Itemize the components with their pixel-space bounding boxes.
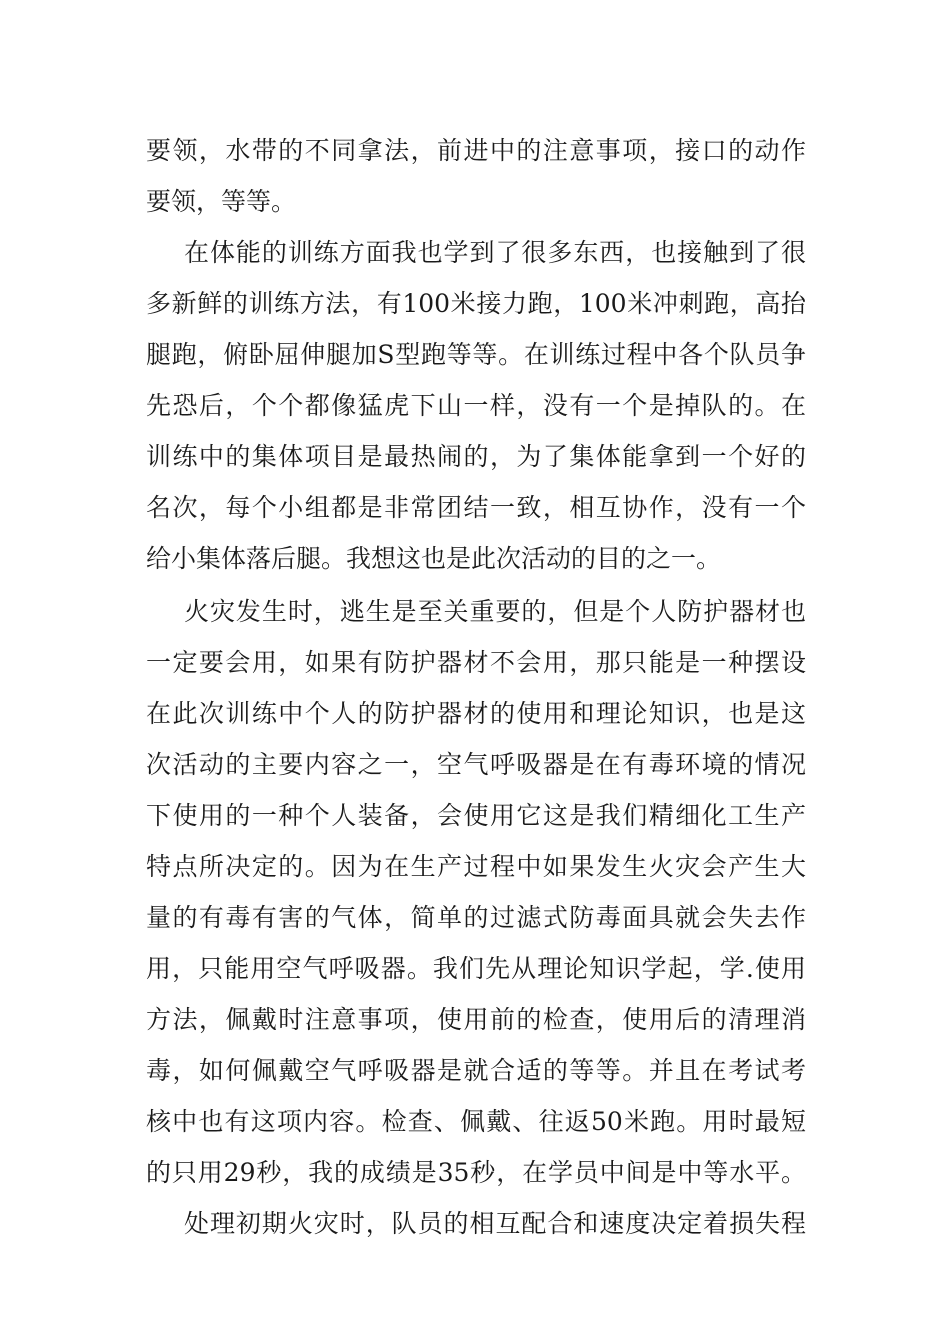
text-line-19: 毒，如何佩戴空气呼吸器是就合适的等等。并且在考试考 [146,1056,806,1085]
text-line-12: 在此次训练中个人的防护器材的使用和理论知识，也是这 [146,699,806,728]
text-line-15: 特点所决定的。因为在生产过程中如果发生火灾会产生大 [146,852,806,881]
text-line-4: 多新鲜的训练方法，有100米接力跑，100米冲刺跑，高抬 [146,289,806,318]
text-line-1: 要领，水带的不同拿法，前进中的注意事项，接口的动作 [146,136,806,165]
text-line-9: 给小集体落后腿。我想这也是此次活动的目的之一。 [146,544,722,573]
text-line-16: 量的有毒有害的气体，简单的过滤式防毒面具就会失去作 [146,903,806,932]
text-line-6: 先恐后，个个都像猛虎下山一样，没有一个是掉队的。在 [146,391,806,420]
text-line-10: 火灾发生时，逃生是至关重要的，但是个人防护器材也 [184,597,806,626]
text-line-22: 处理初期火灾时，队员的相互配合和速度决定着损失程 [184,1209,806,1238]
text-line-11: 一定要会用，如果有防护器材不会用，那只能是一种摆设 [146,648,806,677]
text-line-2: 要领，等等。 [146,187,297,216]
text-line-13: 次活动的主要内容之一，空气呼吸器是在有毒环境的情况 [146,750,806,779]
text-line-8: 名次，每个小组都是非常团结一致，相互协作，没有一个 [146,493,806,522]
text-line-7: 训练中的集体项目是最热闹的，为了集体能拿到一个好的 [146,442,806,471]
text-line-17: 用，只能用空气呼吸器。我们先从理论知识学起，学.使用 [146,954,806,983]
text-line-3: 在体能的训练方面我也学到了很多东西，也接触到了很 [184,238,806,267]
text-line-18: 方法，佩戴时注意事项，使用前的检查，使用后的清理消 [146,1005,806,1034]
text-line-20: 核中也有这项内容。检查、佩戴、往返50米跑。用时最短 [146,1107,806,1136]
text-line-5: 腿跑，俯卧屈伸腿加S型跑等等。在训练过程中各个队员争 [146,340,806,369]
text-line-21: 的只用29秒，我的成绩是35秒，在学员中间是中等水平。 [146,1158,806,1187]
text-line-14: 下使用的一种个人装备，会使用它这是我们精细化工生产 [146,801,806,830]
